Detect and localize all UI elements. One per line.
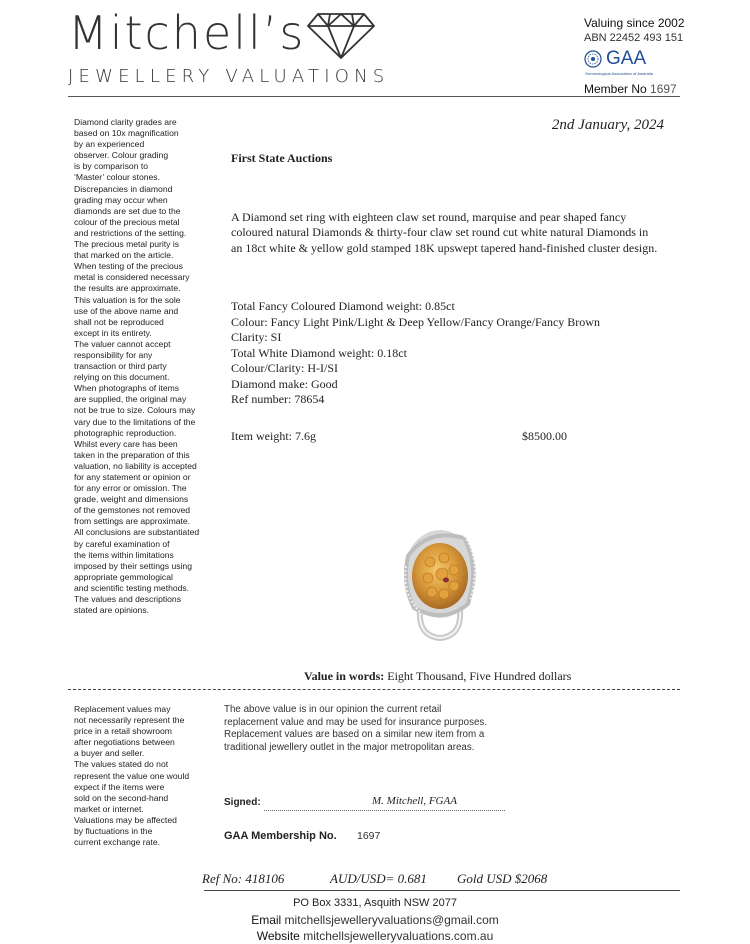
disclaimer-line: for any error or omission. The (74, 483, 187, 494)
spec-line: Colour/Clarity: H-I/SI (231, 361, 338, 375)
item-weight: Item weight: 7.6g (231, 429, 316, 443)
spec-list (231, 299, 661, 408)
disclaimer-line: use of the above name and (74, 305, 179, 316)
disclaimer-line: grade, weight and dimensions (74, 494, 189, 505)
brand-title: Mitchell’s (68, 6, 306, 60)
gaa-tagline: Gemmological Association of Australia (585, 71, 653, 76)
disclaimer-line: relying on this document. (74, 372, 170, 383)
disclaimer-line: When testing of the precious (74, 261, 183, 272)
member-value: 1697 (650, 82, 677, 96)
disclaimer-line: responsibility for any (74, 349, 153, 360)
valuation-date: 2nd January, 2024 (551, 117, 664, 133)
disclaimer-bottom (74, 704, 216, 848)
disclaimer-line: The precious metal purity is (74, 239, 180, 250)
disclaimer-line: The values stated do not (74, 759, 169, 770)
gaa-badge (584, 48, 724, 70)
value-in-words (304, 669, 571, 684)
disclaimer-line: by fluctuations in the (74, 826, 153, 837)
member-number (584, 82, 724, 96)
membership-label: GAA Membership No. (224, 830, 337, 842)
email-link[interactable]: mitchellsjewelleryvaluations@gmail.com (284, 913, 499, 927)
disclaimer-line: vary due to the limitations of the (74, 416, 196, 427)
disclaimer-line: colour of the precious metal (74, 216, 180, 227)
signature-line (264, 810, 505, 811)
disclaimer-line: Diamond clarity grades are (74, 117, 177, 127)
signed-label: Signed: (224, 797, 261, 808)
brand-subtitle: JEWELLERY VALUATIONS (68, 66, 390, 87)
website-link[interactable]: mitchellsjewelleryvaluations.com.au (303, 929, 494, 943)
gaa-emblem-icon (584, 50, 602, 68)
disclaimer-line: a buyer and seller. (74, 748, 145, 759)
valuation-price: $8500.00 (522, 429, 567, 443)
email-line (0, 913, 750, 927)
disclaimer-line: When photographs of items (74, 383, 180, 394)
valuing-since: Valuing since 2002 (584, 16, 685, 30)
disclaimer-line: expect if the items were (74, 781, 165, 792)
diamond-logo-icon (306, 10, 376, 60)
disclaimer-line: The valuer cannot accept (74, 338, 171, 349)
disclaimer-line: appropriate gemmological (74, 571, 173, 582)
disclaimer-line: diamonds are set due to the (74, 205, 181, 216)
disclaimer-line: is by comparison to (74, 161, 149, 172)
website-line (0, 929, 750, 943)
value-words-label: Value in words: (304, 669, 385, 683)
item-description: A Diamond set ring with eighteen claw set round, marquise and pear shaped fancy coloured natural Diamonds & thirty-four claw set round cut white natural Diamonds in an 18ct white & yellow gold stamped 18K upswept tapered hand-finished cluster design. (231, 210, 658, 255)
disclaimer-line: Valuations may be affected (74, 814, 177, 825)
spec-line: Clarity: SI (231, 330, 282, 344)
disclaimer-line: the items within limitations (74, 549, 174, 560)
disclaimer-line: and restrictions of the setting. (74, 227, 187, 238)
disclaimer-line: observer. Colour grading (74, 150, 169, 161)
header-divider (68, 96, 680, 97)
signature-name: M. Mitchell, FGAA (372, 795, 457, 807)
disclaimer-line: are supplied, the original may (74, 394, 187, 405)
disclaimer-line: from settings are approximate. (74, 516, 191, 527)
disclaimer-line: current exchange rate. (74, 837, 160, 848)
disclaimer-line: This valuation is for the sole (74, 294, 181, 305)
disclaimer-line: not necessarily represent the (74, 715, 185, 726)
spec-line: Colour: Fancy Light Pink/Light & Deep Yellow/Fancy Orange/Fancy Brown (231, 314, 600, 329)
disclaimer-line: the results are approximate. (74, 283, 181, 294)
disclaimer-line: valuation, no liability is accepted (74, 460, 197, 471)
replacement-statement: The above value is in our opinion the current retail replacement value and may be used for insurance purposes. Replacement values are based on a similar new item from a traditional jewellery outlet in the major metropolitan areas. (224, 704, 488, 753)
disclaimer-line: based on 10x magnification (74, 128, 179, 139)
spec-line: Total Fancy Coloured Diamond weight: 0.85ct (231, 299, 455, 313)
disclaimer-line: grading may occur when (74, 194, 168, 205)
disclaimer-line: imposed by their settings using (74, 560, 192, 571)
client-name: First State Auctions (231, 151, 333, 165)
reference-number: Ref No: 418106 (202, 871, 285, 886)
disclaimer-top (74, 117, 216, 616)
disclaimer-line: The values and descriptions (74, 594, 182, 605)
disclaimer-line: not be true to size. Colours may (74, 405, 196, 416)
footer-divider (204, 890, 680, 891)
disclaimer-line: photographic reproduction. (74, 427, 177, 438)
abn-number: ABN 22452 493 151 (584, 32, 684, 44)
value-words-text: Eight Thousand, Five Hundred dollars (387, 669, 572, 683)
exchange-rate: AUD/USD= 0.681 (330, 871, 427, 886)
disclaimer-line: Discrepancies in diamond (74, 183, 173, 194)
spec-line: Diamond make: Good (231, 376, 338, 391)
email-label: Email (251, 913, 282, 927)
disclaimer-line: price in a retail showroom (74, 726, 172, 737)
disclaimer-line: except in its entirety. (74, 327, 152, 338)
header-info (584, 16, 724, 96)
disclaimer-line: for any statement or opinion or (74, 472, 191, 482)
disclaimer-line: and scientific testing methods. (74, 582, 190, 593)
disclaimer-line: after negotiations between (74, 737, 175, 748)
disclaimer-line: taken in the preparation of this (74, 449, 190, 460)
membership-number: 1697 (357, 830, 381, 842)
ring-photo (398, 526, 482, 642)
spec-line: Ref number: 78654 (231, 392, 325, 406)
website-label: Website (256, 929, 300, 943)
disclaimer-line: by an experienced (74, 139, 145, 150)
disclaimer-line: by careful examination of (74, 538, 170, 549)
dashed-divider (68, 689, 680, 690)
disclaimer-line: metal is considered necessary (74, 272, 190, 283)
gaa-label: GAA (606, 48, 647, 69)
disclaimer-line: transaction or third party (74, 361, 167, 372)
disclaimer-line: shall not be reproduced (74, 316, 164, 327)
disclaimer-line: that marked on the article. (74, 250, 174, 261)
disclaimer-line: All conclusions are substantiated (74, 527, 200, 538)
disclaimer-line: ‘Master’ colour stones. (74, 172, 160, 183)
disclaimer-line: Whilst every care has been (74, 438, 178, 449)
disclaimer-line: Replacement values may (74, 704, 171, 714)
disclaimer-line: sold on the second-hand (74, 792, 169, 803)
spec-line: Total White Diamond weight: 0.18ct (231, 345, 407, 360)
disclaimer-line: stated are opinions. (74, 605, 150, 616)
postal-address: PO Box 3331, Asquith NSW 2077 (293, 897, 457, 909)
gold-price: Gold USD $2068 (457, 871, 548, 886)
disclaimer-line: market or internet. (74, 803, 144, 814)
member-label: Member No (584, 82, 647, 96)
disclaimer-line: of the gemstones not removed (74, 505, 191, 516)
disclaimer-line: represent the value one would (74, 770, 190, 781)
